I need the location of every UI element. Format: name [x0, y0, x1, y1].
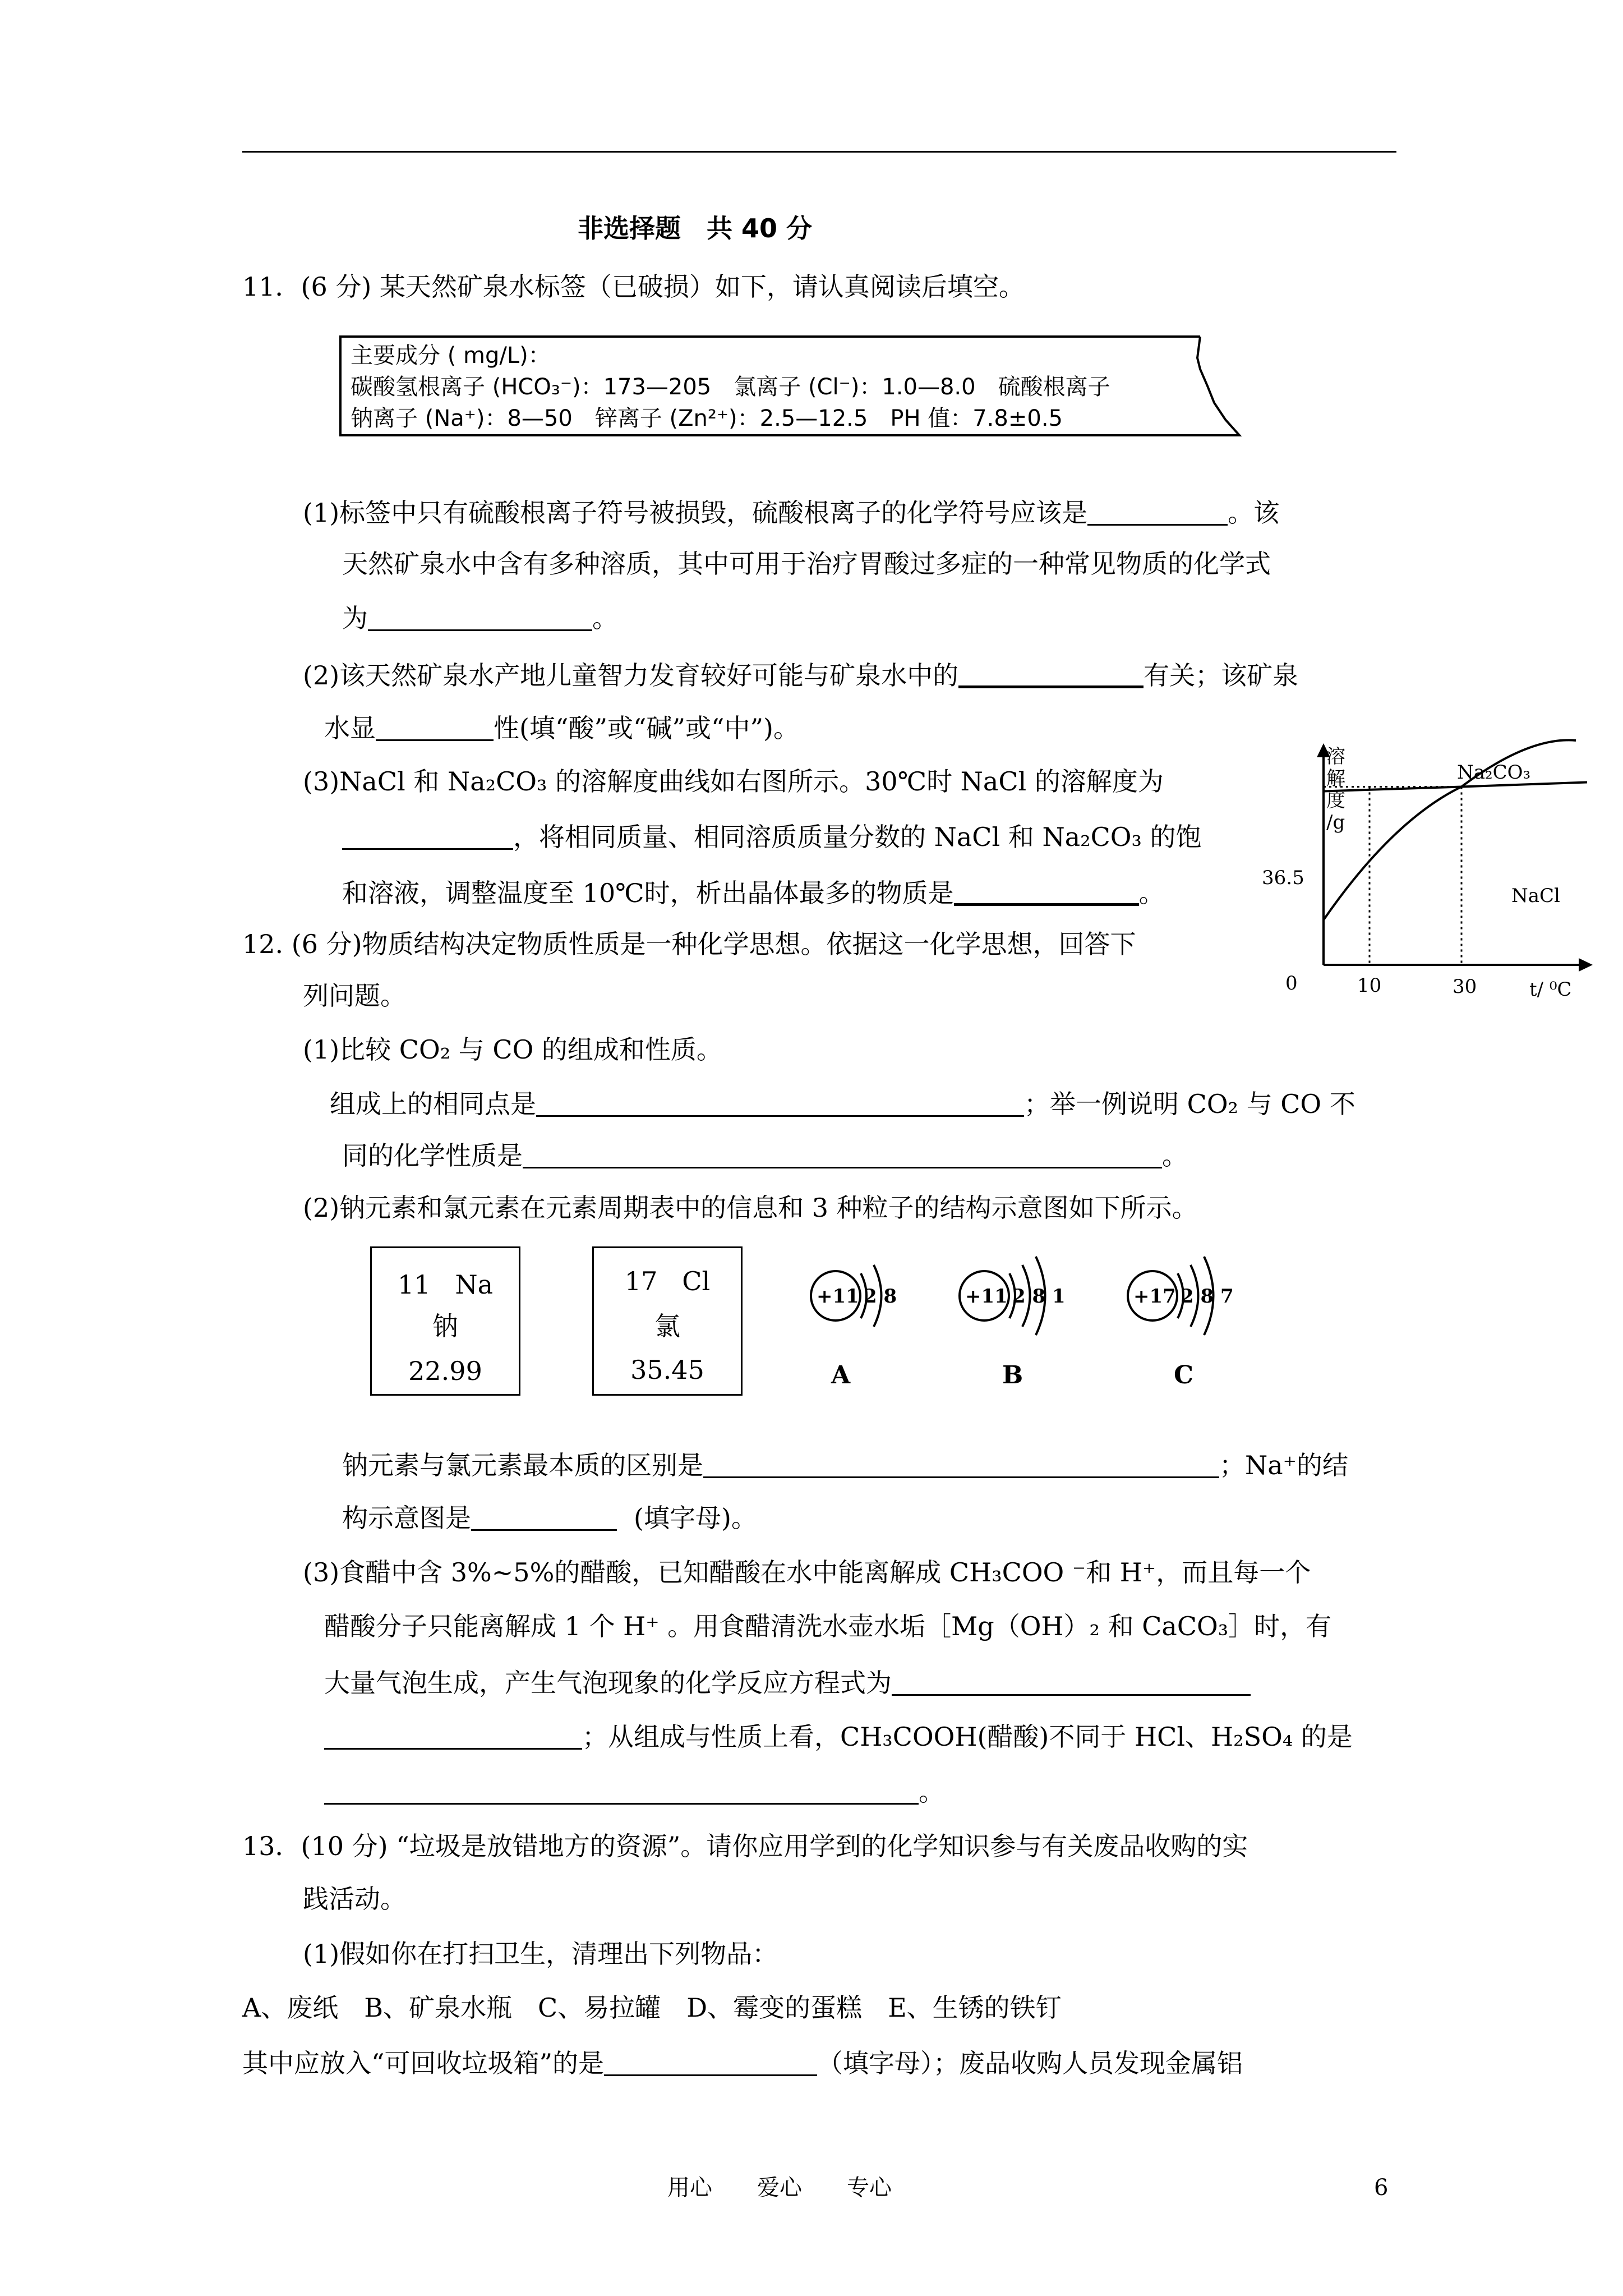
q12-p1-line1: 组成上的相同点是 ；举一例说明 CO₂ 与 CO 不	[330, 1089, 1355, 1120]
q11-p3-line1: (3)NaCl 和 Na₂CO₃ 的溶解度曲线如右图所示。30℃时 NaCl 的溶解度为	[303, 766, 1164, 797]
element-card-chlorine	[592, 1246, 743, 1396]
answer-blank-ph-type[interactable]	[376, 714, 494, 741]
chart-ylabel: 溶解度 /g	[1326, 746, 1345, 834]
q13-intro-line2: 践活动。	[303, 1884, 406, 1914]
q13-intro-line1: 13．(10 分) “垃圾是放错地方的资源”。请你应用学到的化学知识参与有关废品收购的实	[242, 1831, 1248, 1861]
answer-blank-acetic-difference[interactable]	[324, 1777, 919, 1805]
atom-label-a: A	[831, 1361, 851, 1389]
header-rule	[242, 151, 1396, 153]
answer-blank-common-point[interactable]	[536, 1089, 1024, 1117]
q12-p1-line2: 同的化学性质是 。	[342, 1140, 1188, 1171]
q11-p3-line2: ，将相同质量、相同溶质质量分数的 NaCl 和 Na₂CO₃ 的饱	[342, 822, 1202, 850]
nucleus-a: +11	[817, 1285, 859, 1308]
q12-p3-line3: 大量气泡生成，产生气泡现象的化学反应方程式为	[324, 1668, 1251, 1696]
element-card-sodium	[370, 1246, 520, 1396]
answer-blank-solubility[interactable]	[342, 822, 513, 850]
legend-na2co3: Na₂CO₃	[1457, 761, 1531, 784]
atom-label-c: C	[1174, 1361, 1194, 1389]
q11-p2-line1: (2)该天然矿泉水产地儿童智力发育较好可能与矿泉水中的 有关；该矿泉	[303, 660, 1299, 691]
q12-p1-title: (1)比较 CO₂ 与 CO 的组成和性质。	[303, 1034, 722, 1065]
q12-p3-line4: ；从组成与性质上看，CH₃COOH(醋酸)不同于 HCl、H₂SO₄ 的是	[324, 1722, 1353, 1750]
q12-p3-line1: (3)食醋中含 3%~5%的醋酸，已知醋酸在水中能离解成 CH₃COO ⁻和 H⁺，而且每一个	[303, 1557, 1311, 1588]
legend-nacl: NaCl	[1511, 885, 1560, 907]
x-tick-30: 30	[1453, 976, 1477, 998]
answer-blank-recyclable[interactable]	[604, 2049, 817, 2076]
q12-p2-line1: 钠元素与氯元素最本质的区别是 ；Na⁺的结	[342, 1450, 1348, 1481]
mineral-water-label	[339, 335, 1242, 436]
q12-p2-title: (2)钠元素和氯元素在元素周期表中的信息和 3 种粒子的结构示意图如下所示。	[303, 1193, 1198, 1223]
shells-a: 2 8	[864, 1285, 897, 1308]
chart-xlabel: t/ ⁰C	[1529, 978, 1572, 1001]
q11-p2-line2: 水显 性(填“酸”或“碱”或“中”)。	[324, 713, 799, 744]
nucleus-b: +11	[965, 1285, 1008, 1308]
answer-blank-sulfate[interactable]	[1087, 498, 1228, 526]
footer-motto: 用心 爱心 专心	[667, 2175, 892, 2201]
origin-label: 0	[1285, 972, 1298, 995]
answer-blank-crystal[interactable]	[954, 877, 1139, 906]
label-line-2: 钠离子 (Na⁺)：8—50 锌离子 (Zn²⁺)：2.5—12.5 PH 值：7.8±0.5	[351, 406, 1063, 431]
shells-c: 2 8 7	[1181, 1285, 1234, 1308]
q13-options: A、废纸 B、矿泉水瓶 C、易拉罐 D、霉变的蛋糕 E、生锈的铁钉	[242, 1993, 1062, 2023]
nucleus-c: +17	[1133, 1285, 1176, 1308]
page-number: 6	[1374, 2175, 1389, 2201]
element-cl-mass: 35.45	[630, 1355, 704, 1385]
label-title: 主要成分 ( mg/L)：	[351, 343, 551, 369]
answer-blank-formula[interactable]	[368, 604, 592, 631]
y-tick-36-5: 36.5	[1262, 867, 1304, 889]
q12-intro-line1: 12. (6 分)物质结构决定物质性质是一种化学思想。依据这一化学思想，回答下	[242, 929, 1136, 959]
element-cl-number-symbol: 17 Cl	[624, 1266, 711, 1296]
q11-intro: 11．(6 分) 某天然矿泉水标签（已破损）如下，请认真阅读后填空。	[242, 272, 1025, 302]
q13-p1-title: (1)假如你在打扫卫生，清理出下列物品：	[303, 1939, 778, 1969]
q11-p1-line1: (1)标签中只有硫酸根离子符号被损毁，硫酸根离子的化学符号应该是 。该	[303, 498, 1280, 528]
q13-last-line: 其中应放入“可回收垃圾箱”的是 （填字母）；废品收购人员发现金属铝	[242, 2048, 1243, 2079]
element-na-name: 钠	[432, 1311, 458, 1341]
q11-p1-line3: 为 。	[342, 603, 618, 634]
q12-intro-line2: 列问题。	[303, 981, 406, 1011]
answer-blank-na-ion-diagram[interactable]	[471, 1503, 617, 1531]
label-line-1: 碳酸氢根离子 (HCO₃⁻)：173—205 氯离子 (Cl⁻)：1.0—8.0 硫酸根离子	[351, 374, 1110, 400]
atom-diagram-a	[802, 1234, 970, 1402]
answer-blank-equation-part1[interactable]	[892, 1668, 1251, 1696]
q12-p3-line2: 醋酸分子只能离解成 1 个 H⁺ 。用食醋清洗水壶水垢［Mg（OH）₂ 和 CaCO₃］时，有	[324, 1611, 1332, 1641]
shells-b: 2 8 1	[1012, 1285, 1066, 1308]
q12-p3-line5: 。	[324, 1777, 944, 1805]
atom-label-b: B	[1002, 1361, 1023, 1389]
x-tick-10: 10	[1357, 974, 1382, 997]
q12-p2-line2: 构示意图是 (填字母)。	[342, 1503, 757, 1534]
atom-diagram-c	[1119, 1234, 1287, 1402]
atom-diagram-b	[951, 1234, 1119, 1402]
answer-blank-chem-property[interactable]	[523, 1141, 1162, 1168]
element-na-number-symbol: 11 Na	[397, 1269, 494, 1300]
q11-p1-line2: 天然矿泉水中含有多种溶质，其中可用于治疗胃酸过多症的一种常见物质的化学式	[342, 549, 1271, 579]
answer-blank-ion[interactable]	[958, 660, 1144, 688]
x-axis-arrow	[1579, 958, 1593, 972]
element-cl-name: 氯	[654, 1311, 680, 1341]
solubility-chart	[1256, 729, 1604, 1021]
section-title: 非选择题 共 40 分	[578, 213, 813, 243]
chart-svg	[1256, 729, 1604, 1021]
element-na-mass: 22.99	[408, 1356, 482, 1386]
answer-blank-equation-part2[interactable]	[324, 1722, 582, 1750]
answer-blank-element-difference[interactable]	[703, 1451, 1219, 1478]
q11-p3-line3: 和溶液，调整温度至 10℃时，析出晶体最多的物质是 。	[342, 878, 1165, 909]
